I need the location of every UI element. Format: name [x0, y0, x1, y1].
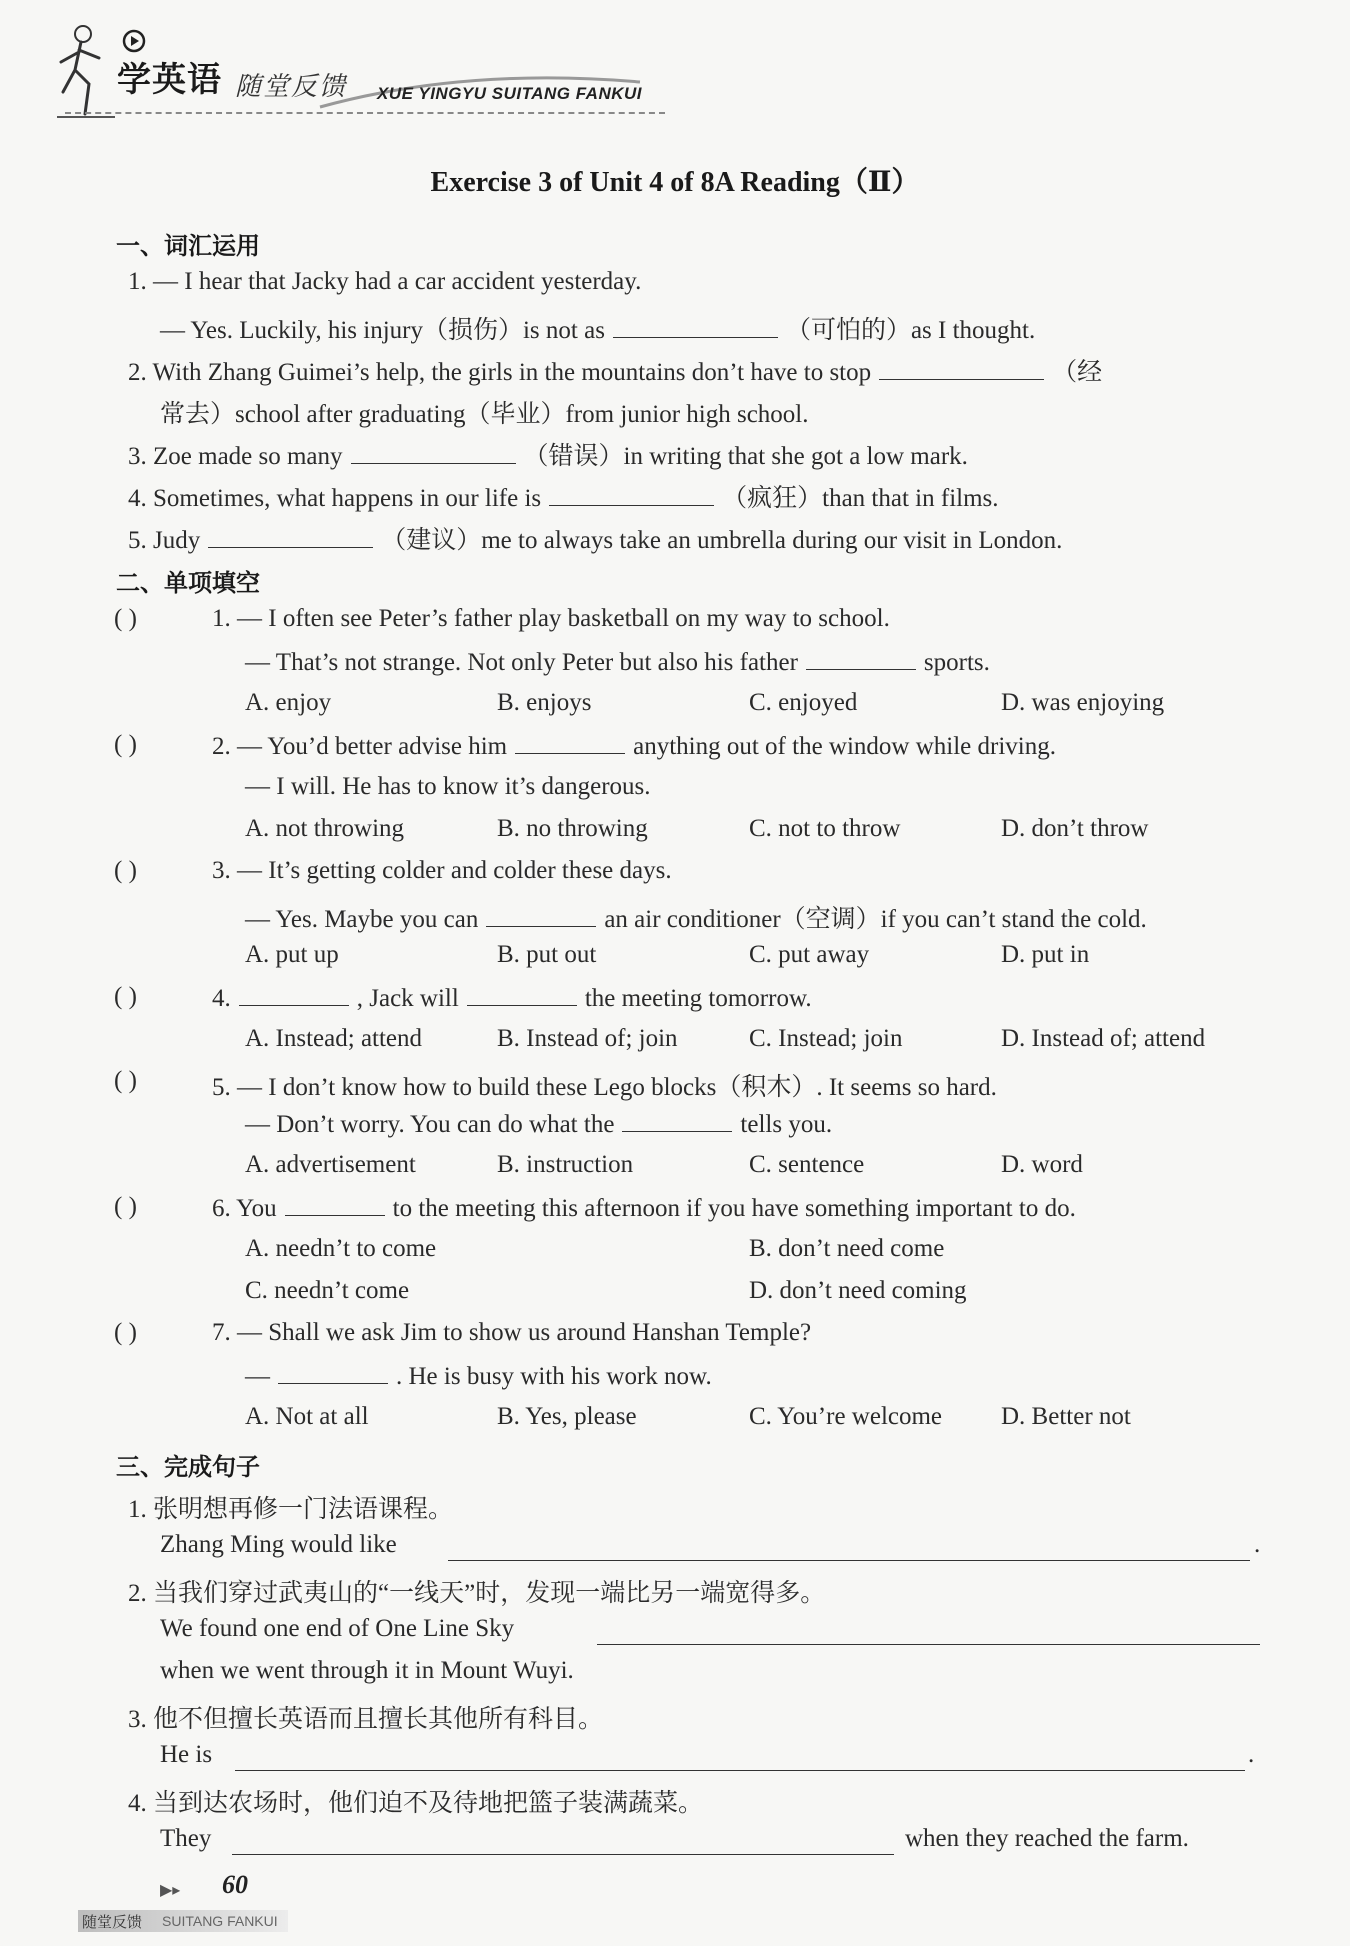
- mc-q4-option-c[interactable]: C. Instead; join: [749, 1025, 903, 1052]
- answer-bracket[interactable]: ( ): [114, 731, 137, 758]
- mc-q2-line2: — I will. He has to know it’s dangerous.: [245, 773, 651, 800]
- answer-blank[interactable]: [351, 441, 516, 464]
- mc-q5-line2: [245, 1109, 832, 1139]
- answer-bracket[interactable]: ( ): [114, 1319, 137, 1346]
- mc-q5-option-a[interactable]: A. advertisement: [245, 1151, 416, 1178]
- sentence-q3-period: .: [1248, 1741, 1255, 1768]
- vocab-q5-text-pre: 5. Judy: [128, 527, 201, 554]
- sentence-q1-english: Zhang Ming would like: [160, 1531, 397, 1558]
- sentence-q3-chinese: 3. 他不但擅长英语而且擅长其他所有科目。: [128, 1706, 604, 1733]
- mc-q4-text-post: the meeting tomorrow.: [584, 985, 812, 1012]
- mc-q7-option-d[interactable]: D. Better not: [1001, 1403, 1131, 1430]
- mc-q4-option-d[interactable]: D. Instead of; attend: [1001, 1025, 1206, 1052]
- answer-blank[interactable]: [879, 357, 1044, 380]
- brand-title-cn: 学英语: [117, 60, 222, 100]
- mc-q2-line1: [212, 731, 1056, 761]
- mc-q7-line2: [245, 1361, 712, 1391]
- mc-q3-line1: 3. — It’s getting colder and colder these days.: [212, 857, 672, 884]
- answer-blank[interactable]: [285, 1193, 385, 1216]
- mc-q1-line1: 1. — I often see Peter’s father play basketball on my way to school.: [212, 605, 890, 632]
- sentence-q4-english-post: when they reached the farm.: [905, 1825, 1189, 1852]
- mc-q1-line2: [245, 647, 990, 677]
- sentence-q1-chinese: 1. 张明想再修一门法语课程。: [128, 1496, 454, 1523]
- mc-q2-text-post: anything out of the window while driving.: [633, 733, 1056, 760]
- vocab-q4-line: [128, 478, 999, 514]
- mc-q7-dash: —: [245, 1363, 270, 1390]
- section-heading-multiple-choice: 二、单项填空: [116, 569, 260, 597]
- mc-q4-option-b[interactable]: B. Instead of; join: [497, 1025, 678, 1052]
- answer-blank[interactable]: [806, 647, 916, 670]
- mc-q2-option-d[interactable]: D. don’t throw: [1001, 815, 1149, 842]
- answer-bracket[interactable]: ( ): [114, 605, 137, 632]
- answer-bracket[interactable]: ( ): [114, 1067, 137, 1094]
- section-heading-vocabulary: 一、词汇运用: [116, 232, 260, 260]
- sentence-q4-english-pre: They: [160, 1825, 212, 1852]
- mc-q5-option-c[interactable]: C. sentence: [749, 1151, 865, 1178]
- mc-q3-option-c[interactable]: C. put away: [749, 941, 870, 968]
- vocab-q2-line1: [128, 352, 1102, 388]
- answer-line[interactable]: [232, 1854, 894, 1855]
- double-arrow-icon: ▶▸: [160, 1882, 181, 1899]
- vocab-q4-text-pre: 4. Sometimes, what happens in our life is: [128, 485, 542, 512]
- mc-q7-text-post: . He is busy with his work now.: [396, 1363, 712, 1390]
- mc-q2-option-a[interactable]: A. not throwing: [245, 815, 405, 842]
- vocab-q2-text-pre: 2. With Zhang Guimei’s help, the girls in the mountains don’t have to stop: [128, 359, 872, 386]
- sentence-q2-english: We found one end of One Line Sky: [160, 1615, 515, 1642]
- mc-q6-option-d[interactable]: D. don’t need coming: [749, 1277, 967, 1304]
- answer-bracket[interactable]: ( ): [114, 983, 137, 1010]
- answer-bracket[interactable]: ( ): [114, 857, 137, 884]
- mc-q7-line1: 7. — Shall we ask Jim to show us around Hanshan Temple?: [212, 1319, 812, 1346]
- answer-line[interactable]: [597, 1644, 1260, 1645]
- mc-q1-option-a[interactable]: A. enjoy: [245, 689, 332, 716]
- sentence-q4-chinese: 4. 当到达农场时，他们迫不及待地把篮子装满蔬菜。: [128, 1790, 704, 1817]
- vocab-q1-text-post: （可怕的）as I thought.: [785, 317, 1036, 344]
- sentence-q2-chinese: 2. 当我们穿过武夷山的“一线天”时，发现一端比另一端宽得多。: [128, 1580, 826, 1607]
- vocab-q3-text-post: （错误）in writing that she got a low mark.: [523, 443, 968, 470]
- sentence-q1-period: .: [1254, 1531, 1261, 1558]
- vocab-q5-text-post: （建议）me to always take an umbrella during our visit in London.: [381, 527, 1063, 554]
- answer-line[interactable]: [448, 1560, 1250, 1561]
- answer-blank[interactable]: [515, 731, 625, 754]
- mc-q3-option-b[interactable]: B. put out: [497, 941, 597, 968]
- mc-q7-option-a[interactable]: A. Not at all: [245, 1403, 369, 1430]
- sentence-q3-english: He is: [160, 1741, 213, 1768]
- vocab-q2-text-post: （经: [1052, 359, 1103, 386]
- mc-q6-option-c[interactable]: C. needn’t come: [245, 1277, 410, 1304]
- mc-q3-option-d[interactable]: D. put in: [1001, 941, 1090, 968]
- vocab-q4-text-post: （疯狂）than that in films.: [722, 485, 999, 512]
- vocab-q1-text-pre: — Yes. Luckily, his injury（损伤）is not as: [160, 317, 605, 344]
- answer-blank[interactable]: [239, 983, 349, 1006]
- answer-blank[interactable]: [208, 525, 373, 548]
- play-circle-icon: [121, 28, 147, 54]
- section-heading-complete-sentences: 三、完成句子: [116, 1453, 260, 1481]
- mc-q7-option-b[interactable]: B. Yes, please: [497, 1403, 637, 1430]
- answer-blank[interactable]: [467, 983, 577, 1006]
- vocab-q3-text-pre: 3. Zoe made so many: [128, 443, 343, 470]
- mc-q1-option-c[interactable]: C. enjoyed: [749, 689, 858, 716]
- answer-blank[interactable]: [622, 1109, 732, 1132]
- mc-q5-text-post: tells you.: [740, 1111, 833, 1138]
- mc-q4-option-a[interactable]: A. Instead; attend: [245, 1025, 423, 1052]
- header-banner: [55, 22, 675, 132]
- mc-q7-option-c[interactable]: C. You’re welcome: [749, 1403, 943, 1430]
- mc-q5-option-b[interactable]: B. instruction: [497, 1151, 634, 1178]
- mc-q5-line1: 5. — I don’t know how to build these Lego blocks（积木）. It seems so hard.: [212, 1074, 997, 1101]
- mc-q3-text-pre: — Yes. Maybe you can: [245, 906, 479, 933]
- vocab-q5-line: [128, 520, 1062, 556]
- answer-bracket[interactable]: ( ): [114, 1193, 137, 1220]
- page-number: 60: [222, 1870, 248, 1899]
- answer-blank[interactable]: [278, 1361, 388, 1384]
- vocab-q1-line2: [160, 310, 1035, 346]
- mc-q4-line: [212, 983, 812, 1013]
- vocab-q2-line2: 常去）school after graduating（毕业）from junior high school.: [160, 401, 809, 428]
- header-divider: [65, 112, 665, 114]
- mc-q1-text-post: sports.: [923, 649, 990, 676]
- mc-q4-text-mid: , Jack will: [356, 985, 459, 1012]
- brand-title-en: XUE YINGYU SUITANG FANKUI: [377, 84, 643, 103]
- runner-logo-icon: [55, 22, 125, 122]
- sentence-q2-english-cont: when we went through it in Mount Wuyi.: [160, 1657, 574, 1684]
- footer-tag-cn: 随堂反馈: [82, 1913, 143, 1931]
- mc-q1-option-b[interactable]: B. enjoys: [497, 689, 592, 716]
- mc-q5-option-d[interactable]: D. word: [1001, 1151, 1083, 1178]
- mc-q4-number: 4.: [212, 985, 231, 1012]
- mc-q5-text-pre: — Don’t worry. You can do what the: [245, 1111, 615, 1138]
- mc-q2-text-pre: 2. — You’d better advise him: [212, 733, 508, 760]
- answer-blank[interactable]: [486, 904, 596, 927]
- answer-blank[interactable]: [549, 483, 714, 506]
- vocab-q1-line1: 1. — I hear that Jacky had a car accident yesterday.: [128, 268, 642, 295]
- page-title: Exercise 3 of Unit 4 of 8A Reading（Ⅱ）: [430, 167, 920, 198]
- mc-q2-option-b[interactable]: B. no throwing: [497, 815, 648, 842]
- mc-q6-option-a[interactable]: A. needn’t to come: [245, 1235, 437, 1262]
- mc-q6-text-pre: 6. You: [212, 1195, 277, 1222]
- footer-tag-en: SUITANG FANKUI: [162, 1913, 278, 1929]
- brand-subtitle-cn: 随堂反馈: [235, 72, 348, 102]
- mc-q3-option-a[interactable]: A. put up: [245, 941, 339, 968]
- vocab-q3-line: [128, 436, 968, 472]
- mc-q3-line2: [245, 899, 1147, 935]
- answer-blank[interactable]: [613, 315, 778, 338]
- mc-q1-text-pre: — That’s not strange. Not only Peter but also his father: [245, 649, 798, 676]
- mc-q2-option-c[interactable]: C. not to throw: [749, 815, 901, 842]
- mc-q6-text-post: to the meeting this afternoon if you have something important to do.: [392, 1195, 1076, 1222]
- mc-q1-option-d[interactable]: D. was enjoying: [1001, 689, 1165, 716]
- mc-q3-text-post: an air conditioner（空调）if you can’t stand the cold.: [604, 906, 1147, 933]
- mc-q6-line: [212, 1193, 1076, 1223]
- mc-q6-option-b[interactable]: B. don’t need come: [749, 1235, 945, 1262]
- answer-line[interactable]: [235, 1770, 1245, 1771]
